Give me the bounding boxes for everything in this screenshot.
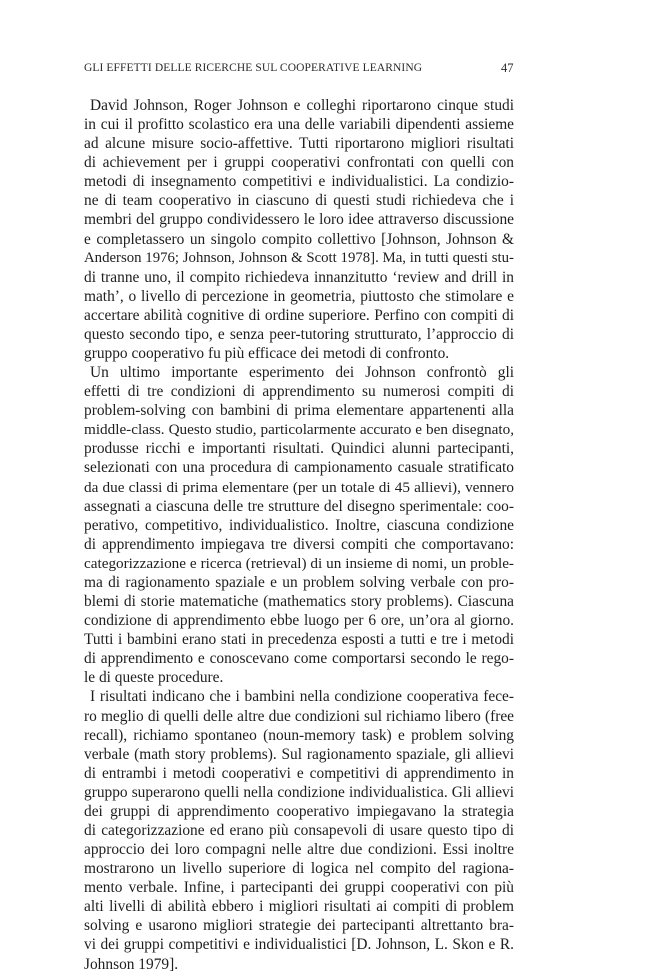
text-line: produsse ricchi e importanti risultati. Quindici alunni partecipanti, [84,440,514,458]
text-line: perativo, competitivo, individualistico. Inoltre, ciascuna condizione [84,516,514,534]
text-line: math’, o livello di percezione in geometria, piuttosto che stimolare e [84,287,514,305]
text-line: e completassero un singolo compito collettivo [Johnson, Johnson & [84,230,514,248]
text-line: gruppo cooperativo fu più efficace dei metodi di confronto. [84,345,450,363]
text-line: Johnson 1979]. [84,955,179,973]
text-line: di categorizzazione ed erano più consapevoli di usare questo tipo di [84,821,514,839]
text-line: metodi di insegnamento competitivi e individualistici. La condizio- [84,173,514,191]
text-line: assegnati a ciascuna delle tre strutture del disegno sperimentale: coo- [84,497,514,515]
text-line: condizione di apprendimento ebbe luogo per 6 ore, un’ora al giorno. [84,612,514,630]
running-head: GLI EFFETTI DELLE RICERCHE SUL COOPERATIVE LEARNING [84,62,423,74]
text-line: di achievement per i gruppi cooperativi confrontati con quelli con [84,154,514,172]
text-line: alti livelli di abilità ebbero i migliori risultati ai compiti di problem [84,898,514,916]
text-line: Tutti i bambini erano stati in precedenza esposti a tutti e tre i metodi [84,631,514,649]
text-line: categorizzazione e ricerca (retrieval) di un insieme di nomi, un proble- [84,554,514,572]
text-line: membri del gruppo condividessero le loro idee attraverso discussione [84,211,514,229]
text-line: di apprendimento impiegava tre diversi compiti che comportavano: [84,535,514,553]
text-line: middle-class. Questo studio, particolarmente accurato e ben disegnato, [84,421,514,439]
text-line: selezionati con una procedura di campionamento casuale stratificato [84,459,514,477]
text-line: gruppo superarono quelli nella condizione individualistica. Gli allievi [84,783,514,801]
text-line: di tranne uno, il compito richiedeva innanzitutto ‘review and drill in [84,268,514,286]
text-line: accertare abilità cognitive di ordine superiore. Perfino con compiti di [84,306,514,324]
text-line: vi dei gruppi competitivi e individualistici [D. Johnson, L. Skon e R. [84,936,514,954]
text-line: di apprendimento e conoscevano come comportarsi secondo le rego- [84,650,514,668]
text-line: verbale (math story problems). Sul ragionamento spaziale, gli allievi [84,745,514,763]
text-line: David Johnson, Roger Johnson e colleghi riportarono cinque studi [90,97,514,114]
page-number: 47 [501,61,514,75]
text-line: blemi di storie matematiche (mathematics story problems). Ciascuna [84,593,514,611]
text-line: le di queste procedure. [84,669,224,687]
text-line: mento verbale. Infine, i partecipanti dei gruppi cooperativi con più [84,879,514,897]
text-line: di entrambi i metodi cooperativi e competitivi di apprendimento in [84,764,514,782]
text-line: questo secondo tipo, e senza peer-tutoring strutturato, l’approccio di [84,325,514,343]
text-line: ma di ragionamento spaziale e un problem solving verbale con pro- [84,573,514,591]
body-text [84,96,514,974]
text-line: ne di team cooperativo in ciascuno di questi studi richiedeva che i [84,192,514,210]
text-line: problem-solving con bambini di prima elementare appartenenti alla [84,402,514,420]
text-line: ad alcune misure socio-affettive. Tutti riportarono migliori risultati [84,135,514,153]
text-line: mostrarono un livello superiore di logica nel compito del ragiona- [84,860,514,878]
text-line: recall), richiamo spontaneo (noun-memory task) e problem solving [84,726,514,744]
text-line: effetti di tre condizioni di apprendimento su numerosi compiti di [84,383,514,401]
text-line: dei gruppi di apprendimento cooperativo impiegavano la strategia [84,802,514,820]
text-line: ro meglio di quelli delle altre due condizioni sul richiamo libero (free [84,707,514,725]
text-line: I risultati indicano che i bambini nella condizione cooperativa fece- [90,688,514,706]
text-line: in cui il profitto scolastico era una delle variabili dipendenti assieme [84,116,514,134]
text-line: Un ultimo importante esperimento dei Johnson confrontò gli [90,364,514,382]
text-line: Anderson 1976; Johnson, Johnson & Scott 1978]. Ma, in tutti questi stu- [84,249,514,266]
text-line: solving e usarono migliori strategie dei partecipanti altrettanto bra- [84,917,514,935]
text-line: da due classi di prima elementare (per un totale di 45 allievi), vennero [84,478,514,496]
text-line: approccio dei loro compagni nelle altre due condizioni. Essi inoltre [84,841,514,859]
